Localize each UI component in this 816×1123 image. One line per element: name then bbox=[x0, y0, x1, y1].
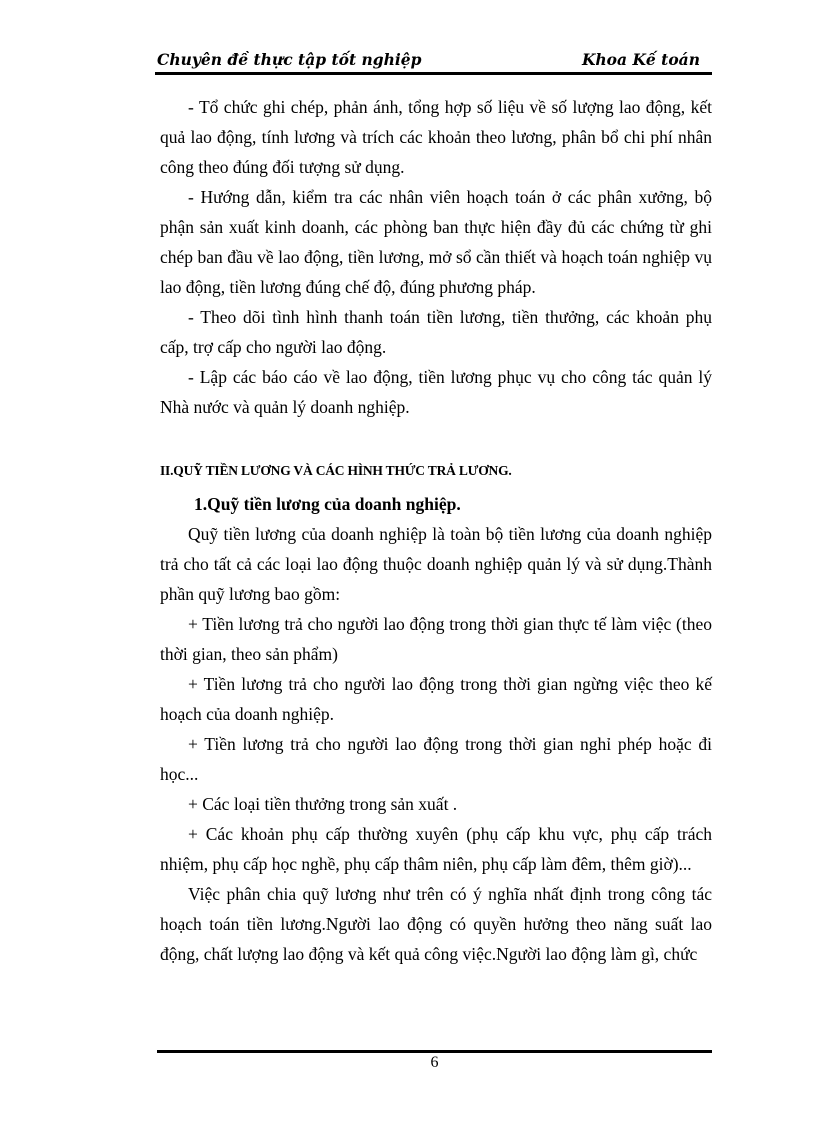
paragraph: - Theo dõi tình hình thanh toán tiền lương, tiền thưởng, các khoản phụ cấp, trợ cấp cho người lao động. bbox=[160, 307, 712, 357]
paragraph: Quỹ tiền lương của doanh nghiệp là toàn bộ tiền lương của doanh nghiệp trả cho tất cả các loại lao động thuộc doanh nghiệp quản lý và sử dụng.Thành phần quỹ lương bao gồm: bbox=[160, 524, 712, 604]
footer-divider bbox=[157, 1050, 712, 1053]
header-department: Khoa Kế toán bbox=[581, 50, 700, 69]
sub-heading: 1.Quỹ tiền lương của doanh nghiệp. bbox=[194, 494, 461, 514]
paragraph: - Hướng dẫn, kiểm tra các nhân viên hoạch toán ở các phân xưởng, bộ phận sản xuất kinh doanh, các phòng ban thực hiện đầy đủ các chứng từ ghi chép ban đầu về lao động, tiền lương, mở sổ cần thiết và hoạch toán nghiệp vụ lao động, tiền lương đúng chế độ, đúng phương pháp. bbox=[160, 187, 712, 297]
paragraph: - Tổ chức ghi chép, phản ánh, tổng hợp số liệu về số lượng lao động, kết quả lao động, tính lương và trích các khoản theo lương, phân bổ chi phí nhân công theo đúng đối tượng sử dụng. bbox=[160, 97, 712, 177]
paragraph: + Tiền lương trả cho người lao động trong thời gian ngừng việc theo kế hoạch của doanh nghiệp. bbox=[160, 674, 712, 724]
paragraph: - Lập các báo cáo về lao động, tiền lương phục vụ cho công tác quản lý Nhà nước và quản lý doanh nghiệp. bbox=[160, 367, 712, 417]
page-header bbox=[155, 44, 712, 75]
paragraph: + Tiền lương trả cho người lao động trong thời gian thực tế làm việc (theo thời gian, theo sản phẩm) bbox=[160, 614, 712, 664]
section-heading: II.QUỸ TIỀN LƯƠNG VÀ CÁC HÌNH THỨC TRẢ LƯƠNG. bbox=[160, 463, 512, 478]
paragraph: + Các khoản phụ cấp thường xuyên (phụ cấp khu vực, phụ cấp trách nhiệm, phụ cấp học nghề, phụ cấp thâm niên, phụ cấp làm đêm, thêm giờ)... bbox=[160, 824, 712, 874]
paragraph: Việc phân chia quỹ lương như trên có ý nghĩa nhất định trong công tác hoạch toán tiền lương.Người lao động có quyền hưởng theo năng suất lao động, chất lượng lao động và kết quả công việc.Người lao động làm gì, chức bbox=[160, 884, 712, 964]
document-body bbox=[160, 92, 712, 969]
paragraph: + Các loại tiền thưởng trong sản xuất . bbox=[188, 794, 458, 814]
header-title: Chuyên đề thực tập tốt nghiệp bbox=[157, 50, 422, 69]
page-number: 6 bbox=[430, 1054, 439, 1071]
paragraph: + Tiền lương trả cho người lao động trong thời gian nghỉ phép hoặc đi học... bbox=[160, 734, 712, 784]
